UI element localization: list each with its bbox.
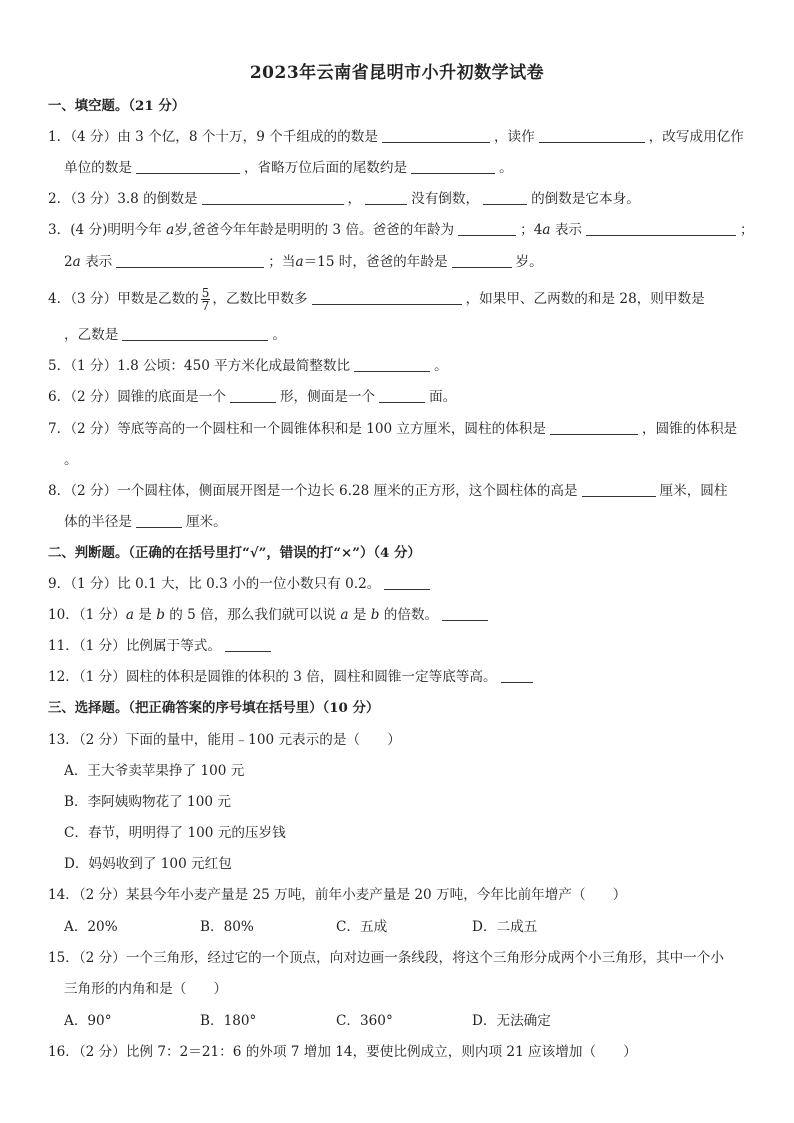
question-2: 2．（3 分）3.8 的倒数是 ， 没有倒数， 的倒数是它本身。	[48, 191, 640, 207]
answer-blank[interactable]	[312, 290, 462, 305]
question-1-line-2: 单位的数是 ，省略万位后面的尾数约是 。	[64, 160, 513, 176]
question-14-stem: 14．（2 分）某县今年小麦产量是 25 万吨，前年小麦产量是 20 万吨，今年比前年增产（ ）	[48, 887, 627, 903]
answer-blank[interactable]	[384, 575, 430, 590]
question-5: 5．（1 分）1.8 公顷：450 平方米化成最简整数比 。	[48, 358, 448, 374]
question-11: 11．（1 分）比例属于等式。	[48, 636, 756, 656]
answer-blank[interactable]	[116, 253, 264, 268]
question-15-option-c[interactable]: C．360°	[336, 1013, 393, 1029]
answer-blank[interactable]	[411, 159, 495, 174]
question-13-option-a[interactable]: A．王大爷卖苹果挣了 100 元	[64, 763, 245, 779]
answer-blank[interactable]	[501, 668, 533, 683]
question-15-option-a[interactable]: A．90°	[64, 1013, 112, 1029]
question-7-line-2: 。	[64, 452, 78, 468]
answer-blank[interactable]	[225, 637, 271, 652]
section-fill-blank: 一、填空题。（21 分）	[48, 98, 186, 114]
answer-blank[interactable]	[136, 513, 182, 528]
answer-blank[interactable]	[202, 190, 344, 205]
question-12: 12．（1 分）圆柱的体积是圆锥的体积的 3 倍，圆柱和圆锥一定等底等高。	[48, 667, 756, 687]
answer-blank[interactable]	[354, 357, 430, 372]
question-13-option-c[interactable]: C．春节，明明得了 100 元的压岁钱	[64, 825, 286, 841]
fraction-five-sevenths: $\frac{5}{7}$	[201, 286, 210, 313]
question-14-option-a[interactable]: A．20%	[64, 919, 118, 935]
question-6: 6．（2 分）圆锥的底面是一个 形，侧面是一个 面。	[48, 389, 457, 405]
answer-blank[interactable]	[230, 388, 276, 403]
answer-blank[interactable]	[382, 128, 490, 143]
question-8-line-2: 体的半径是 厘米。	[64, 514, 227, 530]
section-true-false: 二、判断题。（正确的在括号里打“√”，错误的打“×”）（4 分）	[48, 545, 421, 561]
question-4-line-1: 4．（3 分）甲数是乙数的 $\frac{5}{7}$ ，乙数比甲数多 ，如果甲、乙两数的和是 28，则甲数是	[48, 286, 705, 313]
answer-blank[interactable]	[582, 482, 656, 497]
question-7-line-1: 7．（2 分）等底等高的一个圆柱和一个圆锥体积和是 100 立方厘米，圆柱的体积是 ，圆锥的体积是	[48, 421, 738, 437]
question-15-option-b[interactable]: B．180°	[200, 1013, 257, 1029]
question-16-stem: 16．（2 分）比例 7：2＝21：6 的外项 7 增加 14，要使比例成立，则内项 21 应该增加（ ）	[48, 1044, 637, 1060]
question-3-line-2: 2a 表示 ；当a＝15 时，爸爸的年龄是 岁。	[64, 254, 543, 270]
section-multiple-choice: 三、选择题。（把正确答案的序号填在括号里）（10 分）	[48, 700, 380, 716]
question-13-option-b[interactable]: B．李阿姨购物花了 100 元	[64, 794, 231, 810]
question-9: 9．（1 分）比 0.1 大，比 0.3 小的一位小数只有 0.2。	[48, 574, 756, 594]
answer-blank[interactable]	[458, 221, 516, 236]
question-1-line-1: 1．（4 分）由 3 个亿，8 个十万，9 个千组成的的数是 ，读作 ，改写成用亿作	[48, 129, 744, 145]
answer-blank[interactable]	[550, 420, 638, 435]
page-title: 2023年云南省昆明市小升初数学试卷	[249, 63, 545, 83]
answer-blank[interactable]	[365, 190, 407, 205]
question-14-option-c[interactable]: C．五成	[336, 919, 388, 935]
question-3-line-1: 3．(4 分)明明今年 a岁,爸爸今年年龄是明明的 3 倍。爸爸的年龄为 ；4a 表示 ；	[48, 222, 754, 238]
answer-blank[interactable]	[379, 388, 425, 403]
answer-blank[interactable]	[539, 128, 645, 143]
question-10: 10．（1 分）a 是 b 的 5 倍，那么我们就可以说 a 是 b 的倍数。	[48, 605, 756, 625]
question-13-stem: 13．（2 分）下面的量中，能用﹣100 元表示的是（ ）	[48, 732, 401, 748]
answer-blank[interactable]	[483, 190, 527, 205]
answer-blank[interactable]	[136, 159, 240, 174]
answer-blank[interactable]	[122, 326, 268, 341]
question-8-line-1: 8．（2 分）一个圆柱体，侧面展开图是一个边长 6.28 厘米的正方形，这个圆柱体的高是 厘米，圆柱	[48, 483, 728, 499]
question-15-stem-cont: 三角形的内角和是（ ）	[64, 981, 228, 997]
question-4-line-2: ，乙数是 。	[64, 327, 286, 343]
question-15-option-d[interactable]: D．无法确定	[472, 1013, 551, 1029]
answer-blank[interactable]	[452, 253, 512, 268]
question-15-options	[64, 1011, 772, 1031]
question-13-option-d[interactable]: D．妈妈收到了 100 元红包	[64, 856, 232, 872]
question-14-options	[64, 917, 772, 937]
answer-blank[interactable]	[586, 221, 736, 236]
question-15-stem: 15．（2 分）一个三角形，经过它的一个顶点，向对边画一条线段，将这个三角形分成两个小三角形，其中一个小	[48, 950, 724, 966]
answer-blank[interactable]	[442, 606, 488, 621]
question-14-option-d[interactable]: D．二成五	[472, 919, 538, 935]
question-14-option-b[interactable]: B．80%	[200, 919, 254, 935]
